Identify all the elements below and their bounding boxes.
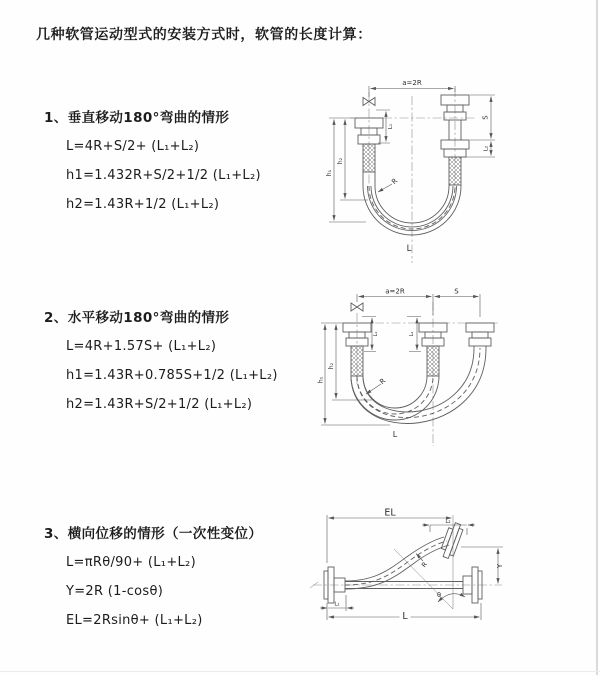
right-pipe-fitting <box>466 323 494 348</box>
section-2-heading: 2、水平移动180°弯曲的情形 <box>44 310 230 326</box>
scan-edge-bottom <box>0 671 600 672</box>
diagram-vertical-180-bend <box>314 76 586 266</box>
radius-label: R <box>390 176 400 187</box>
hose-u-bend <box>351 376 439 420</box>
braided-hose-section <box>449 157 461 185</box>
centerlines <box>342 302 498 446</box>
dimension-lines <box>320 515 503 620</box>
dim-label-l2: L₂ <box>483 145 490 152</box>
dim-label-h2: h₂ <box>337 157 344 165</box>
braided-hose-section <box>363 144 375 172</box>
hose-u-bend-shifted <box>351 348 486 424</box>
tilted-flange-fitting <box>439 521 464 560</box>
diagram-lateral-displacement <box>305 505 595 635</box>
page-title: 几种软管运动型式的安装方式时，软管的长度计算： <box>36 27 372 43</box>
scan-edge-right <box>596 0 598 675</box>
formula-h2: h2=1.43R+S/2+1/2 (L₁+L₂) <box>66 397 253 412</box>
dim-label-s: S <box>454 287 459 296</box>
hose-u-bend <box>363 186 461 235</box>
formula-length: L=πRθ/90+ (L₁+L₂) <box>66 555 196 570</box>
braided-hose-section <box>427 346 439 376</box>
dim-label-h2: h₂ <box>328 362 335 370</box>
formula-h2: h2=1.43R+1/2 (L₁+L₂) <box>66 197 220 212</box>
dim-label-h1: h₁ <box>326 169 333 177</box>
braided-hose-section <box>351 346 363 376</box>
dim-label-a2r: a=2R <box>402 79 422 87</box>
section-1-heading: 1、垂直移动180°弯曲的情形 <box>44 110 230 126</box>
diagram-horizontal-180-bend <box>312 284 592 449</box>
dim-label-s: S <box>481 115 490 120</box>
dim-label-l1: L₁ <box>388 123 394 130</box>
radius-label: R <box>378 376 388 387</box>
formula-h1: h1=1.432R+S/2+1/2 (L₁+L₂) <box>66 168 261 183</box>
formula-y: Y=2R (1-cosθ) <box>66 584 164 599</box>
formula-el: EL=2Rsinθ+ (L₁+L₂) <box>66 613 203 628</box>
dim-label-l2: L₂ <box>445 519 451 525</box>
dim-label-l1: L₁ <box>373 331 379 337</box>
formula-h1: h1=1.43R+0.785S+1/2 (L₁+L₂) <box>66 368 278 383</box>
dim-label-l2: L₂ <box>409 331 415 337</box>
section-horizontal-movement <box>44 306 278 426</box>
dim-label-y: Y <box>496 563 504 569</box>
formula-length: L=4R+S/2+ (L₁+L₂) <box>66 139 200 154</box>
dim-label-h1: h₁ <box>317 376 325 384</box>
section-3-heading: 3、横向位移的情形（一次性变位） <box>44 526 263 542</box>
dimension-lines <box>321 294 480 425</box>
dim-label-l: L <box>402 611 408 622</box>
valve-icon <box>351 303 363 311</box>
dim-label-el: EL <box>384 507 396 519</box>
angle-theta-label: θ <box>437 591 441 599</box>
section-vertical-movement <box>44 106 261 226</box>
dim-label-a2r: a=2R <box>385 287 405 296</box>
section-lateral-displacement <box>44 522 262 642</box>
radius-label: R <box>419 560 429 570</box>
length-label: L <box>392 430 398 439</box>
formula-length: L=4R+1.57S+ (L₁+L₂) <box>66 339 217 354</box>
dim-label-l1: L₁ <box>334 601 340 608</box>
length-label: L <box>406 244 412 254</box>
